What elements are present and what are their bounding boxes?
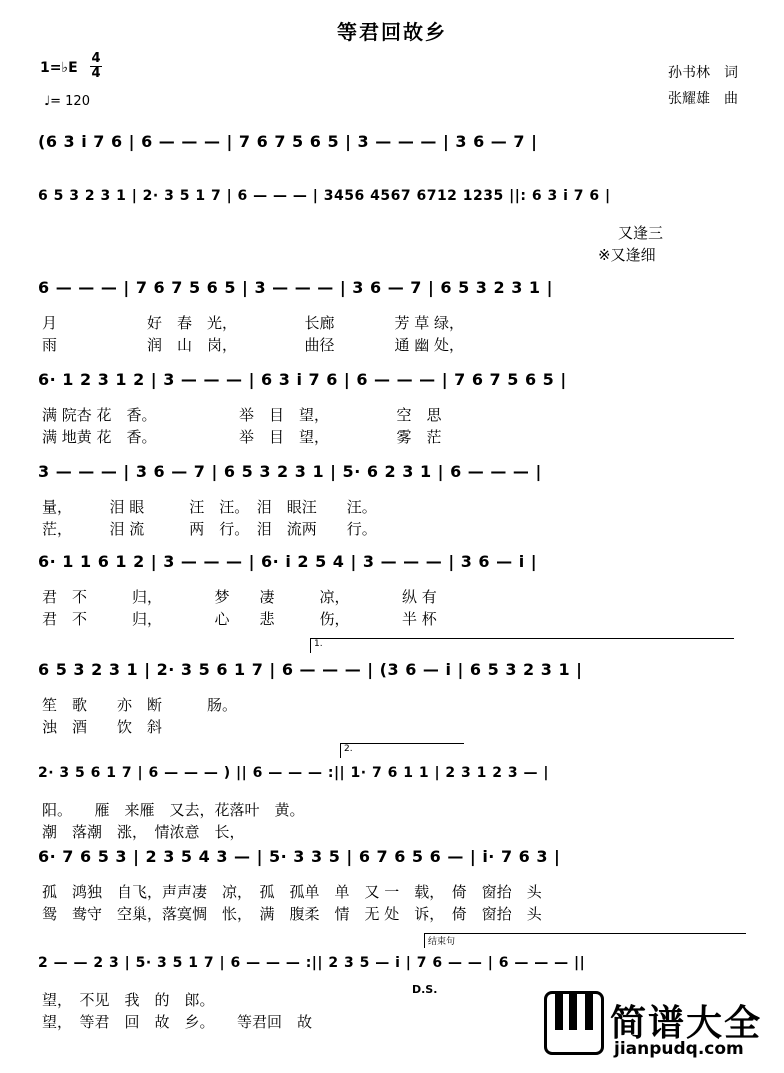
notation-line: 6· 1 1 6 1 2 | 3 — — — | 6· i 2 5 4 | 3 — — — | 3 6 — i | bbox=[38, 552, 538, 571]
coda-bracket: 结束句 bbox=[424, 933, 746, 948]
music-system bbox=[38, 462, 746, 538]
lyric-verse-1: 望， 不见 我 的 郎。 bbox=[42, 991, 215, 1009]
site-logo bbox=[544, 991, 774, 1065]
time-signature bbox=[90, 52, 102, 81]
piano-icon bbox=[544, 991, 604, 1055]
lyric-verse-2: 望， 等君 回 故 乡。 等君回 故 bbox=[42, 1013, 313, 1031]
lyricist-credit: 孙书林 词 bbox=[668, 65, 738, 81]
notation-line: (6 3 i 7 6 | 6 — — — | 7 6 7 5 6 5 | 3 — — — | 3 6 — 7 | bbox=[38, 132, 538, 151]
time-signature-top: 4 bbox=[91, 51, 101, 66]
logo-url: jianpudq.com bbox=[614, 1039, 744, 1059]
music-system bbox=[38, 552, 746, 628]
notation-line: 6 — — — | 7 6 7 5 6 5 | 3 — — — | 3 6 — 7 | 6 5 3 2 3 1 | bbox=[38, 278, 553, 297]
music-system bbox=[38, 744, 746, 841]
music-system bbox=[38, 639, 746, 736]
lyric-verse-2: 浊 酒 饮 斜 bbox=[42, 718, 163, 736]
lyric-verse-2: 雨 润 山 岗， 曲径 通 幽 处， bbox=[42, 336, 465, 354]
music-system bbox=[38, 188, 746, 264]
lyric-verse-2: ※又逢细 bbox=[598, 246, 656, 264]
lyric-verse-1: 阳。 雁 来雁 又去，花落叶 黄。 bbox=[42, 801, 305, 819]
notation-line: 6· 7 6 5 3 | 2 3 5 4 3 — | 5· 3 3 5 | 6 7 6 5 6 — | i· 7 6 3 | bbox=[38, 847, 561, 866]
key-signature: 1=♭E bbox=[40, 60, 78, 76]
volta-bracket: 2. bbox=[340, 743, 464, 758]
composer-credit: 张耀雄 曲 bbox=[668, 91, 738, 107]
dal-segno-mark: D.S. bbox=[412, 983, 438, 996]
lyric-verse-2: 茫， 泪 流 两 行。 泪 流两 行。 bbox=[42, 520, 377, 538]
music-system bbox=[38, 278, 746, 354]
lyric-verse-1: 孤 鸿独 自飞，声声凄 凉， 孤 孤单 单 又 一 载， 倚 窗抬 头 bbox=[42, 883, 542, 901]
music-system bbox=[38, 132, 746, 164]
notation-line: 6 5 3 2 3 1 | 2· 3 5 6 1 7 | 6 — — — | (3 6 — i | 6 5 3 2 3 1 | bbox=[38, 660, 583, 679]
notation-line: 2· 3 5 6 1 7 | 6 — — — ) || 6 — — — :|| 1· 7 6 1 1 | 2 3 1 2 3 — | bbox=[38, 765, 549, 781]
music-system bbox=[38, 370, 746, 446]
lyric-verse-2: 潮 落潮 涨， 情浓意 长， bbox=[42, 823, 245, 841]
music-system bbox=[38, 847, 746, 923]
notation-line: 6· 1 2 3 1 2 | 3 — — — | 6 3 i 7 6 | 6 — — — | 7 6 7 5 6 5 | bbox=[38, 370, 567, 389]
time-signature-bottom: 4 bbox=[91, 66, 101, 81]
tempo-marking: ♩= 120 bbox=[44, 94, 90, 109]
notation-line: 3 — — — | 3 6 — 7 | 6 5 3 2 3 1 | 5· 6 2 3 1 | 6 — — — | bbox=[38, 462, 542, 481]
lyric-verse-1: 笙 歌 亦 断 肠。 bbox=[42, 696, 238, 714]
page-title: 等君回故乡 bbox=[337, 20, 447, 44]
lyric-verse-1: 满 院杏 花 香。 举 目 望， 空 思 bbox=[42, 406, 442, 424]
lyric-verse-1: 月 好 春 光， 长廊 芳 草 绿， bbox=[42, 314, 465, 332]
notation-line: 2 — — 2 3 | 5· 3 5 1 7 | 6 — — — :|| 2 3 5 — i | 7 6 — — | 6 — — — || bbox=[38, 955, 586, 971]
lyric-verse-2: 鸳 鸯守 空巢，落寞惆 怅， 满 腹柔 情 无 处 诉， 倚 窗抬 头 bbox=[42, 905, 542, 923]
logo-name: 简谱大全 bbox=[610, 1003, 763, 1044]
lyric-verse-1: 又逢三 bbox=[618, 224, 664, 242]
volta-bracket: 1. bbox=[310, 638, 734, 653]
lyric-verse-2: 君 不 归， 心 悲 伤， 半 杯 bbox=[42, 610, 437, 628]
lyric-verse-2: 满 地黄 花 香。 举 目 望， 雾 茫 bbox=[42, 428, 442, 446]
notation-line: 6 5 3 2 3 1 | 2· 3 5 1 7 | 6 — — — | 3456 4567 6712 1235 ||: 6 3 i 7 6 | bbox=[38, 188, 611, 204]
lyric-verse-1: 量， 泪 眼 汪 汪。 泪 眼汪 汪。 bbox=[42, 498, 377, 516]
lyric-verse-1: 君 不 归， 梦 凄 凉， 纵 有 bbox=[42, 588, 437, 606]
